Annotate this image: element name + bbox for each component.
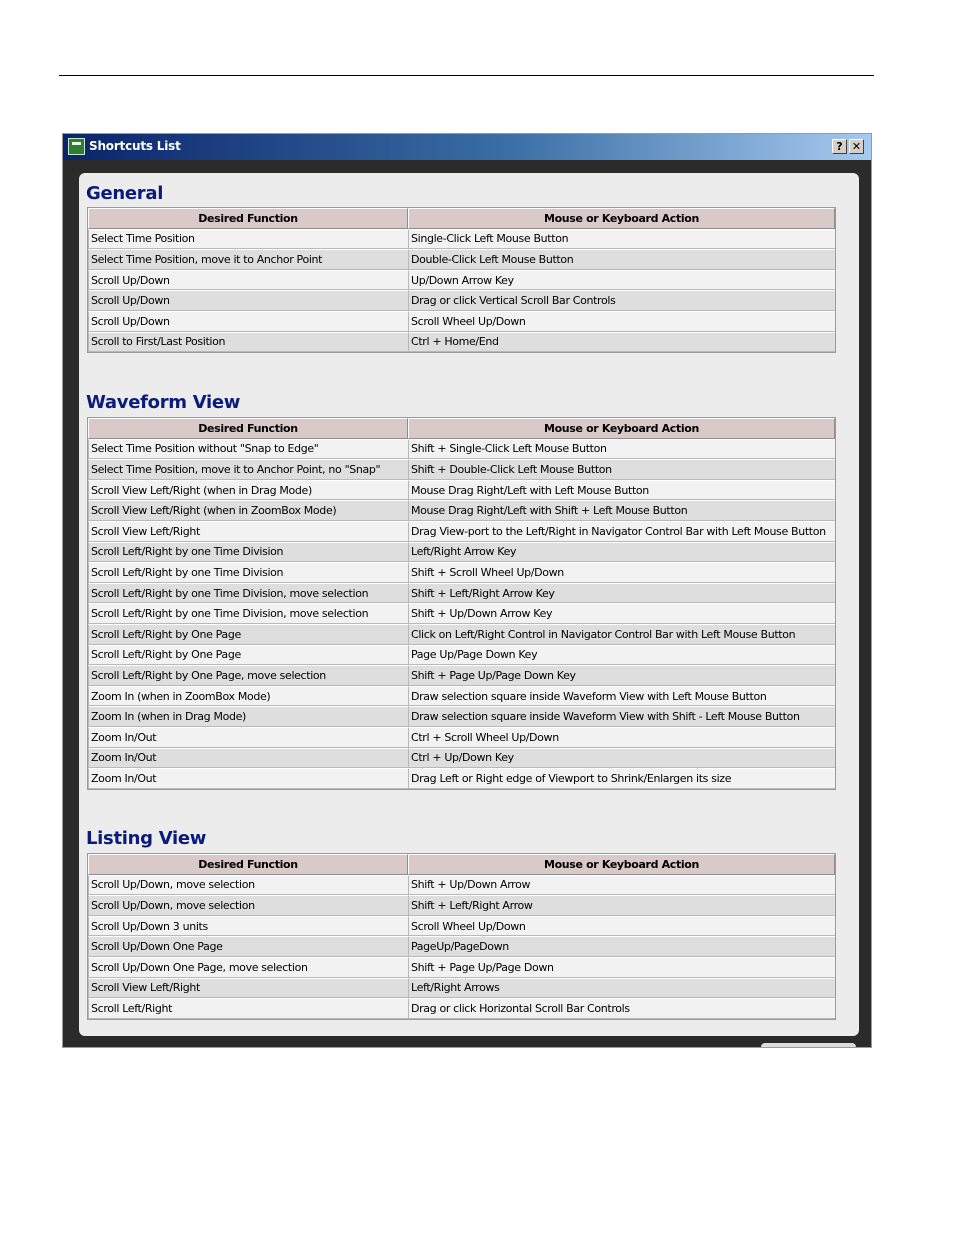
function-cell: Scroll Left/Right by one Time Division [88,562,408,583]
function-cell: Scroll Up/Down One Page, move selection [88,957,408,978]
table-row [88,229,835,250]
table-row [88,249,835,270]
action-cell: Mouse Drag Right/Left with Shift + Left Mouse Button [408,500,835,521]
function-cell: Scroll Up/Down [88,290,408,311]
function-cell: Zoom In/Out [88,727,408,748]
function-cell: Scroll Left/Right by one Time Division, move selection [88,583,408,604]
action-cell: Left/Right Arrow Key [408,542,835,563]
table-row [88,686,835,707]
table-row [88,521,835,542]
help-button[interactable]: ? [832,139,847,154]
action-cell: Single-Click Left Mouse Button [408,229,835,250]
function-cell: Scroll to First/Last Position [88,332,408,353]
function-cell: Scroll Left/Right by One Page [88,624,408,645]
column-header-function: Desired Function [88,418,408,439]
section-title-waveform-view: Waveform View [86,392,241,413]
shortcuts-table-waveform-view [87,417,836,790]
action-cell: Ctrl + Scroll Wheel Up/Down [408,727,835,748]
function-cell: Scroll View Left/Right [88,978,408,999]
action-cell: Drag or click Horizontal Scroll Bar Controls [408,998,835,1019]
function-cell: Scroll View Left/Right (when in Drag Mode) [88,480,408,501]
action-cell: Scroll Wheel Up/Down [408,311,835,332]
table-row [88,332,835,353]
action-cell: Drag View-port to the Left/Right in Navigator Control Bar with Left Mouse Button [408,521,835,542]
function-cell: Scroll View Left/Right [88,521,408,542]
table-row [88,978,835,999]
action-cell: Page Up/Page Down Key [408,645,835,666]
function-cell: Select Time Position, move it to Anchor Point, no "Snap" [88,459,408,480]
function-cell: Scroll Left/Right by One Page [88,645,408,666]
column-header-function: Desired Function [88,854,408,875]
function-cell: Scroll Left/Right [88,998,408,1019]
function-cell: Scroll Up/Down 3 units [88,916,408,937]
action-cell: Shift + Left/Right Arrow Key [408,583,835,604]
action-cell: Up/Down Arrow Key [408,270,835,291]
page-header-rule [59,75,874,76]
action-cell: Shift + Scroll Wheel Up/Down [408,562,835,583]
table-row [88,480,835,501]
table-row [88,645,835,666]
table-row [88,875,835,896]
action-cell: Mouse Drag Right/Left with Left Mouse Button [408,480,835,501]
table-row [88,542,835,563]
function-cell: Scroll Up/Down One Page [88,936,408,957]
action-cell: Shift + Double-Click Left Mouse Button [408,459,835,480]
function-cell: Select Time Position, move it to Anchor Point [88,249,408,270]
function-cell: Select Time Position [88,229,408,250]
action-cell: Shift + Single-Click Left Mouse Button [408,439,835,460]
title-bar[interactable] [63,134,871,160]
function-cell: Scroll View Left/Right (when in ZoomBox Mode) [88,500,408,521]
function-cell: Zoom In (when in ZoomBox Mode) [88,686,408,707]
table-row [88,459,835,480]
table-row [88,562,835,583]
shortcuts-table-general [87,207,836,353]
table-row [88,936,835,957]
column-header-action: Mouse or Keyboard Action [408,854,835,875]
action-cell: Ctrl + Home/End [408,332,835,353]
table-row [88,748,835,769]
table-row [88,706,835,727]
column-header-action: Mouse or Keyboard Action [408,208,835,229]
function-cell: Zoom In/Out [88,748,408,769]
table-row [88,624,835,645]
action-cell: Shift + Page Up/Page Down [408,957,835,978]
shortcuts-table-listing-view [87,853,836,1020]
table-row [88,727,835,748]
action-cell: Double-Click Left Mouse Button [408,249,835,270]
action-cell: Drag Left or Right edge of Viewport to Shrink/Enlargen its size [408,768,835,789]
action-cell: Left/Right Arrows [408,978,835,999]
action-cell: Drag or click Vertical Scroll Bar Controls [408,290,835,311]
section-title-listing-view: Listing View [86,828,207,849]
action-cell: PageUp/PageDown [408,936,835,957]
function-cell: Scroll Up/Down [88,311,408,332]
table-row [88,290,835,311]
function-cell: Scroll Left/Right by one Time Division, move selection [88,603,408,624]
action-cell: Click on Left/Right Control in Navigator Control Bar with Left Mouse Button [408,624,835,645]
function-cell: Scroll Left/Right by One Page, move selection [88,665,408,686]
shortcuts-panel [79,173,859,1036]
table-row [88,439,835,460]
table-row [88,500,835,521]
action-cell: Draw selection square inside Waveform View with Left Mouse Button [408,686,835,707]
table-row [88,895,835,916]
function-cell: Scroll Up/Down, move selection [88,875,408,896]
ok-button[interactable] [761,1043,856,1048]
app-icon [68,138,85,155]
action-cell: Draw selection square inside Waveform View with Shift - Left Mouse Button [408,706,835,727]
function-cell: Select Time Position without "Snap to Edge" [88,439,408,460]
action-cell: Scroll Wheel Up/Down [408,916,835,937]
section-title-general: General [86,183,164,204]
shortcuts-dialog [62,133,872,1048]
action-cell: Shift + Up/Down Arrow [408,875,835,896]
action-cell: Ctrl + Up/Down Key [408,748,835,769]
table-row [88,603,835,624]
window-title: Shortcuts List [89,139,181,153]
table-row [88,583,835,604]
column-header-action: Mouse or Keyboard Action [408,418,835,439]
action-cell: Shift + Left/Right Arrow [408,895,835,916]
function-cell: Scroll Up/Down [88,270,408,291]
table-row [88,311,835,332]
action-cell: Shift + Up/Down Arrow Key [408,603,835,624]
table-row [88,957,835,978]
column-header-function: Desired Function [88,208,408,229]
table-row [88,998,835,1019]
table-row [88,916,835,937]
action-cell: Shift + Page Up/Page Down Key [408,665,835,686]
function-cell: Zoom In/Out [88,768,408,789]
function-cell: Scroll Up/Down, move selection [88,895,408,916]
close-button[interactable]: ✕ [849,139,864,154]
table-row [88,270,835,291]
table-row [88,768,835,789]
function-cell: Zoom In (when in Drag Mode) [88,706,408,727]
function-cell: Scroll Left/Right by one Time Division [88,542,408,563]
table-row [88,665,835,686]
